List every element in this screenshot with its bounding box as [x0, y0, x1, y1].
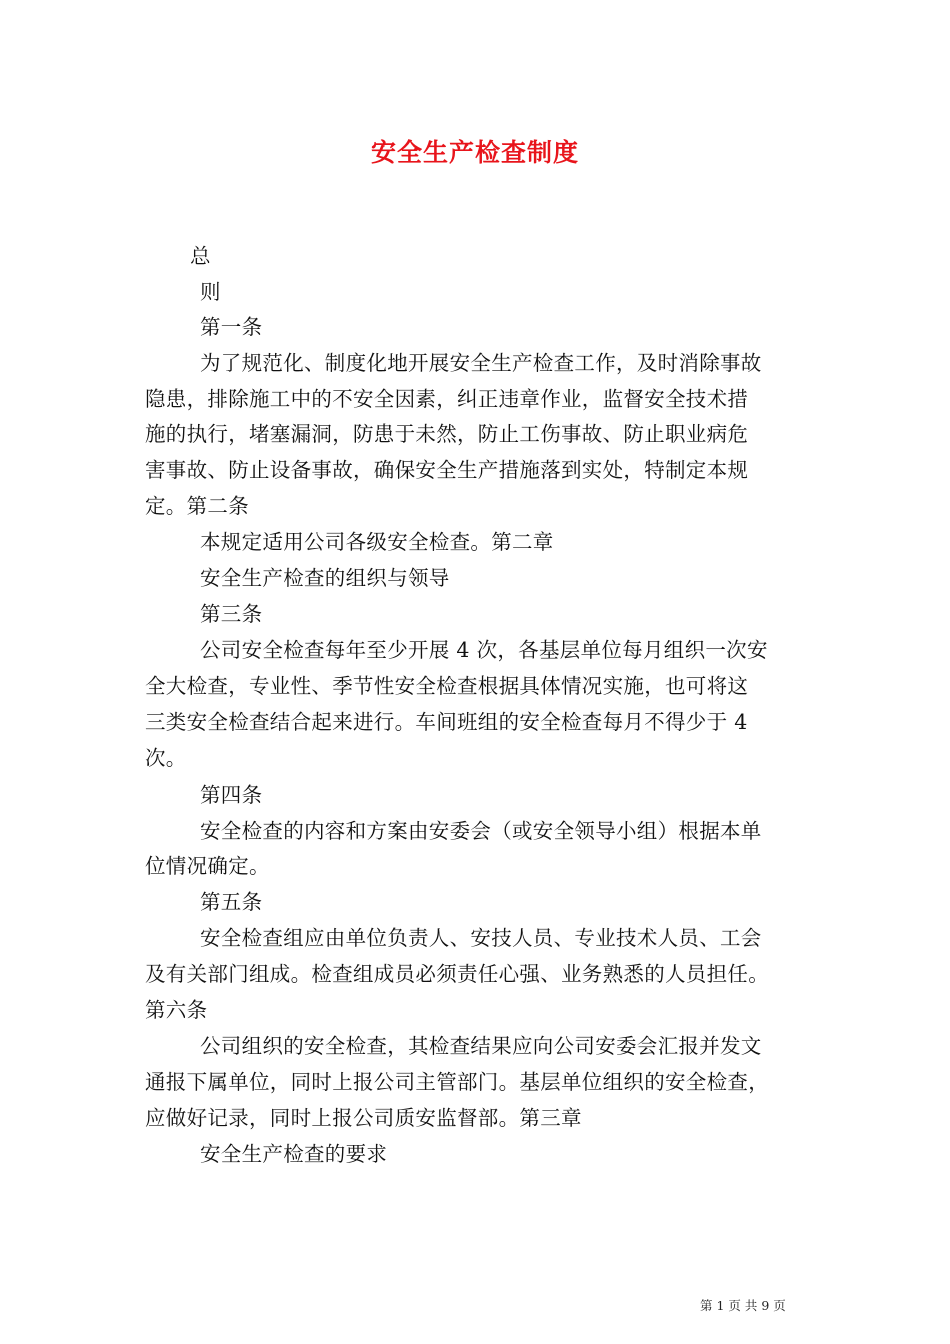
article-3-text-3: 三类安全检查结合起来进行。车间班组的安全检查每月不得少于 4: [145, 710, 748, 734]
article-3-heading: 第三条: [200, 602, 263, 626]
article-1-heading: 第一条: [200, 315, 263, 339]
chapter-2-title: 安全生产检查的组织与领导: [200, 566, 450, 590]
article-5-text-2: 及有关部门组成。检查组成员必须责任心强、业务熟悉的人员担任。: [145, 962, 769, 986]
article-1-text-5: 定。第二条: [145, 494, 249, 518]
article-1-text-3: 施的执行，堵塞漏洞，防患于未然，防止工伤事故、防止职业病危: [145, 422, 749, 446]
article-4-heading: 第四条: [200, 783, 263, 807]
article-3-text-1: 公司安全检查每年至少开展 4 次，各基层单位每月组织一次安: [200, 638, 768, 662]
article-6-heading: 第六条: [145, 998, 208, 1022]
article-1-text-4: 害事故、防止设备事故，确保安全生产措施落到实处，特制定本规: [145, 458, 749, 482]
article-6-text-2: 通报下属单位，同时上报公司主管部门。基层单位组织的安全检查，: [145, 1070, 769, 1094]
article-3-text-2: 全大检查，专业性、季节性安全检查根据具体情况实施，也可将这: [145, 674, 749, 698]
article-5-heading: 第五条: [200, 890, 263, 914]
article-6-text-3: 应做好记录，同时上报公司质安监督部。第三章: [145, 1106, 582, 1130]
article-1-text-1: 为了规范化、制度化地开展安全生产检查工作，及时消除事故: [200, 351, 762, 375]
chapter-3-title: 安全生产检查的要求: [200, 1142, 388, 1166]
article-4-text-2: 位情况确定。: [145, 854, 270, 878]
doc-line-ze: 则: [200, 280, 221, 304]
document-title: 安全生产检查制度: [370, 138, 579, 167]
page-footer: 第 1 页 共 9 页: [700, 1298, 786, 1313]
article-2-text: 本规定适用公司各级安全检查。第二章: [200, 530, 554, 554]
doc-line-zong: 总: [190, 244, 211, 268]
article-5-text-1: 安全检查组应由单位负责人、安技人员、专业技术人员、工会: [200, 926, 762, 950]
article-4-text-1: 安全检查的内容和方案由安委会（或安全领导小组）根据本单: [200, 819, 762, 843]
article-3-text-4: 次。: [145, 746, 187, 770]
article-6-text-1: 公司组织的安全检查，其检查结果应向公司安委会汇报并发文: [200, 1034, 762, 1058]
article-1-text-2: 隐患，排除施工中的不安全因素，纠正违章作业，监督安全技术措: [145, 387, 749, 411]
